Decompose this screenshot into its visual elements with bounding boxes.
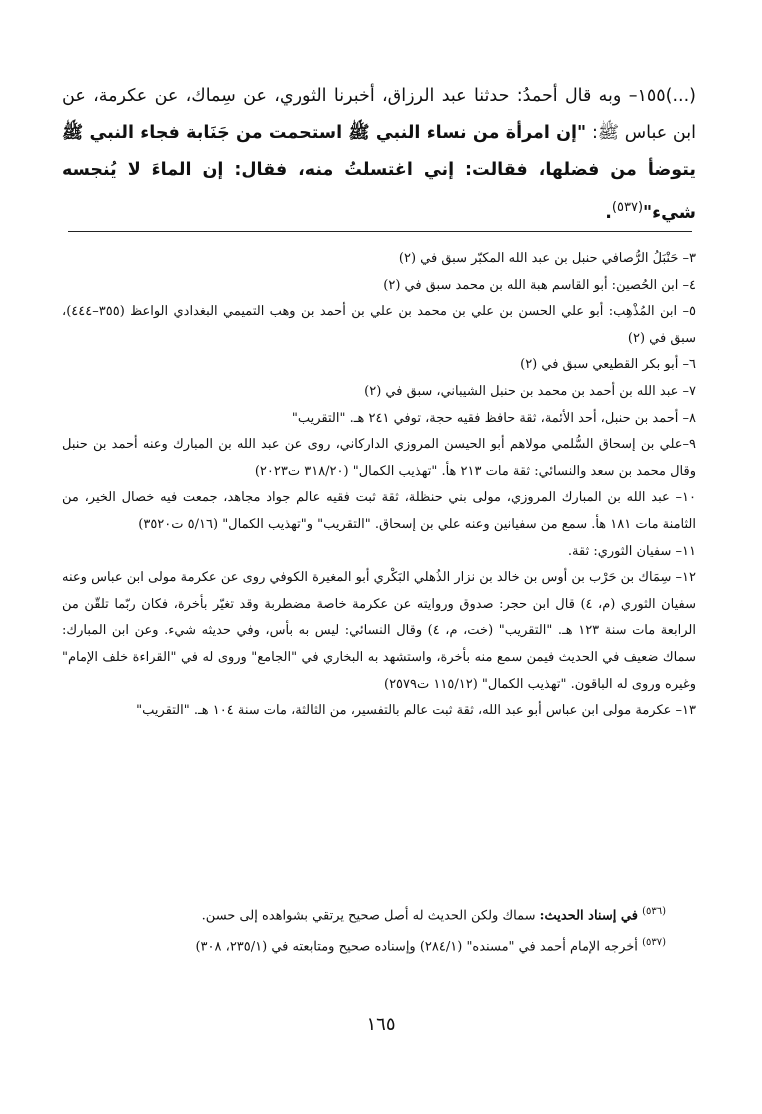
hadith-chain: (...)١٥٥– وبه قال أحمدُ: حدثنا عبد الرزاق، أخبرنا الثوري، عن سِماك، عن عكرمة، عن ابن عباس ﷺ: (62, 86, 696, 143)
narrator-note: ٧– عبد الله بن أحمد بن محمد بن حنبل الشيباني، سبق في (٢) (364, 383, 696, 399)
page-number: ١٦٥ (366, 1014, 396, 1035)
narrator-note: ٨– أحمد بن حنبل، أحد الأئمة، ثقة حافظ فقيه حجة، توفي ٢٤١ هـ. "التقريب" (291, 410, 696, 426)
footnote-label: في إسناد الحديث: (539, 908, 638, 924)
hadith-end-mark: . (605, 202, 612, 223)
narrator-note: ١٢– سِمَاك بن حَرْب بن أوس بن خالد بن نزار الذُهلي البَكْري أبو المغيرة الكوفي روى عن عكرمة مولى ابن عباس وعنه سفيان الثوري (م، ٤) قال ابن حجر: صدوق وروايته عن عكرمة خاصة مضطربة وقد تغيّر بأخرة، فكان ربّما تلقّن من الرابعة مات سنة ١٢٣ هـ. "التقريب" (خت، م، ٤) وقال النسائي: ليس به بأس، وفي حديثه شيء. وعن ابن المبارك: سماك ضعيف في الحديث فيمن سمع منه بأخرة، واستشهد به البخاري في "الجامع" وروى له في "القراءة خلف الإمام" وغيره وروى له الباقون. "تهذيب الكمال" (١١٥/١٢ ت٢٥٧٩) (62, 570, 697, 692)
narrator-note: ٤– ابن الحُصين: أبو القاسم هبة الله بن محمد سبق في (٢) (383, 277, 696, 293)
footnote-number: (٥٣٦) (642, 906, 666, 917)
hadith-footnote-marker: (٥٣٧) (611, 200, 644, 215)
hadith-text: "إن امرأة من نساء النبي ﷺ استحمت من جَنَابة فجاء النبي ﷺ يتوضأ من فضلها، فقالت: إني اغتسلتُ منه، فقال: إن الماءَ لا يُنجسه شيء" (62, 123, 696, 223)
narrator-note: ١١– سفيان الثوري: ثقة. (567, 543, 696, 559)
footnote-number: (٥٣٧) (642, 937, 666, 949)
narrator-note: ١٣– عكرمة مولى ابن عباس أبو عبد الله، ثقة ثبت عالم بالتفسير، من الثالثة، مات سنة ١٠٤ هـ. "التقريب" (136, 703, 696, 719)
narrator-note: ١٠– عبد الله بن المبارك المروزي، مولى بني حنظلة، ثقة ثبت فقيه عالم جواد مجاهد، جمعت فيه خصال الخير، من الثامنة مات ١٨١ هأ. سمع من سفيانين وعنه علي بن إسحاق. "التقريب" و"تهذيب الكمال" (٥/١٦ ت٣٥٢٠) (62, 490, 696, 532)
narrator-note: ٩–علي بن إسحاق السُّلمي مولاهم أبو الحيسن المروزي الداركاني، روى عن عبد الله بن المبارك وعنه أحمد بن حنبل وقال محمد بن سعد والنسائي: ثقة مات ٢١٣ هأ. "تهذيب الكمال" (٣١٨/٢٠ ت٢٠٢٣) (62, 437, 696, 479)
footnote-text: سماك ولكن الحديث له أصل صحيح يرتقي بشواهده إلى حسن. (201, 908, 540, 924)
footnote-text: أخرجه الإمام أحمد في "مسنده" (٢٨٤/١) وإسناده صحيح ومتابعته في (٢٣٥/١، ٣٠٨) (195, 939, 638, 955)
narrator-note: ٥– ابن المُذْهِب: أبو علي الحسن بن علي بن محمد بن علي بن أحمد بن وهب التميمي البغدادي الواعظ (٣٥٥–٤٤٤)، سبق في (٢) (62, 304, 696, 346)
footnote (62, 929, 666, 960)
footnote (62, 898, 666, 929)
narrator-notes (62, 246, 696, 725)
narrator-note: ٦– أبو بكر القطيعي سبق في (٢) (520, 357, 696, 373)
footnotes (62, 898, 666, 961)
hadith-paragraph (62, 78, 696, 232)
narrator-note: ٣– حَنْبَلُ الرُّصافي حنبل بن عبد الله المكبّر سبق في (٢) (398, 251, 696, 266)
section-divider (68, 231, 692, 232)
